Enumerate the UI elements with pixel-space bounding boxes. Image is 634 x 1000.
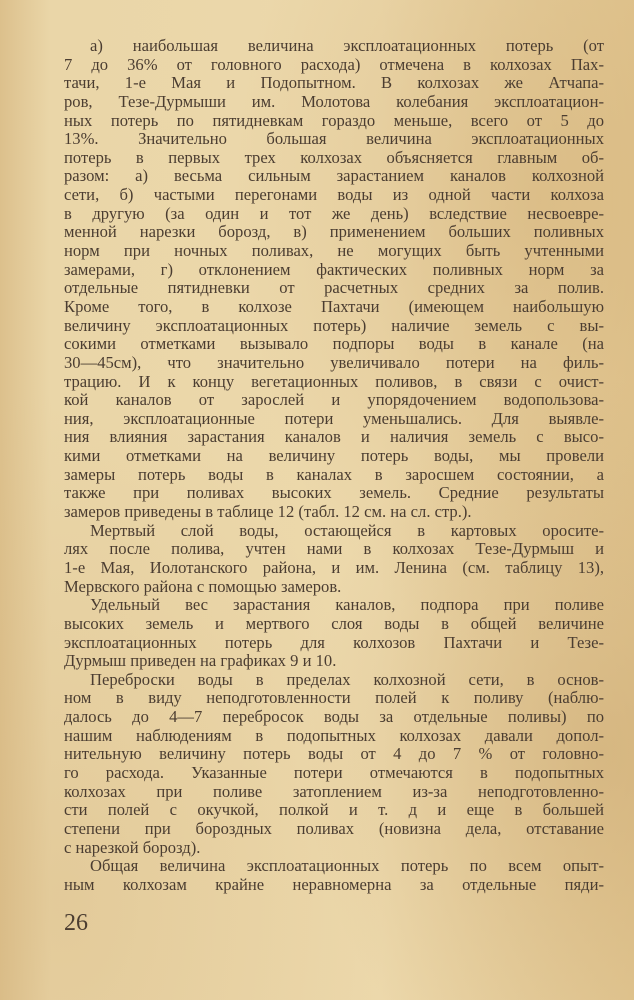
text-line: Общая величина эксплоатационных потерь по всем опыт- [90,856,604,876]
text-line: Мервского района с помощью замеров. [64,576,342,596]
text-line: ния влияния зарастания каналов и наличия земель с высо- [64,427,604,447]
text-line: Переброски воды в пределах колхозной сети, в основ- [90,669,604,689]
paragraph [64,37,604,522]
text-line: сокими отметками вызывало подпоры воды в канале (на [64,334,604,354]
text-line: ния, эксплоатационные потери уменьшались. Для выявле- [64,408,604,428]
text-line: ным колхозам крайне неравномерна за отдельные пяди- [64,874,604,894]
text-line: Дурмыш приведен на графиках 9 и 10. [64,651,337,671]
paragraph [64,671,604,857]
text-line: тачи, 1-е Мая и Подопытном. В колхозах же Атчапа- [64,73,604,93]
text-line: ных потерь по пятидневкам гораздо меньше, всего от 5 до [64,110,604,130]
text-line: ном в виду неподготовленности полей к поливу (наблю- [64,688,604,708]
text-line: степени при бороздных поливах (новизна дела, отставание [64,818,604,838]
text-line: эксплоатационных потерь для колхозов Пахтачи и Тезе- [64,632,604,652]
text-line: кими отметками на величину потерь воды, мы провели [64,446,604,466]
text-line: ров, Тезе-Дурмыши им. Молотова колебания эксплоатацион- [64,91,604,111]
text-line: колхозах при поливе затоплением из-за неподготовленно- [64,781,604,801]
text-line: 1-е Мая, Иолотанского района, и им. Ленина (см. таблицу 13), [64,557,604,577]
text-line: менной нарезки борозд, в) применением больших поливных [64,222,604,242]
text-line: норм при ночных поливах, не могущих быть учтенными [64,241,604,261]
text-line: Удельный вес зарастания каналов, подпора при поливе [90,595,604,615]
text-line: величину эксплоатационных потерь) наличие земель с вы- [64,315,604,335]
paragraph [64,522,604,597]
paragraph [64,857,604,894]
text-line: сети, б) частыми перегонами воды из одной части колхоза [64,185,604,205]
text-line: также при поливах высоких земель. Средние результаты [64,483,604,503]
text-line: в другую (за один и тот же день) вследствие несвоевре- [64,203,604,223]
text-line: потерь в первых трех колхозах объясняется главным об- [64,147,604,167]
text-line: разом: а) весьма сильным зарастанием каналов колхозной [64,166,604,186]
text-line: сти полей с окучкой, полкой и т. д и еще в большей [64,800,604,820]
text-line: с нарезкой борозд). [64,837,201,857]
text-line: 7 до 36% от головного расхода) отмечена в колхозах Пах- [64,54,604,74]
text-line: замеров приведены в таблице 12 (табл. 12 см. на сл. стр.). [64,502,472,522]
text-line: высоких земель и мертвого слоя воды в общей величине [64,613,604,633]
page-number: 26 [64,910,88,936]
text-line: го расхода. Указанные потери отмечаются в подопытных [64,762,604,782]
text-line: 30—45см), что значительно увеличивало потери на филь- [64,352,604,372]
text-line: 13%. Значительно большая величина эксплоатационных [64,129,604,149]
text-line: замеры потерь воды в каналах в заросшем состоянии, а [64,464,604,484]
text-line: кой каналов от зарослей и упорядочением водопользова- [64,390,604,410]
text-line: замерами, г) отклонением фактических поливных норм за [64,259,604,279]
text-line: далось до 4—7 перебросок воды за отдельные поливы) по [64,707,604,727]
text-line: Мертвый слой воды, остающейся в картовых оросите- [90,520,604,540]
text-line: нашим наблюдениям в подопытных колхозах давали допол- [64,725,604,745]
text-line: нительную величину потерь воды от 4 до 7 % от головно- [64,744,604,764]
paragraph [64,596,604,671]
text-line: отдельные пятидневки от расчетных средних за полив. [64,278,604,298]
text-line: лях после полива, учтен нами в колхозах Тезе-Дурмыш и [64,539,604,559]
text-line: трацию. И к концу вегетационных поливов, в связи с очист- [64,371,604,391]
body-text [64,37,604,894]
text-line: Кроме того, в колхозе Пахтачи (имеющем наибольшую [64,296,604,316]
text-line: а) наибольшая величина эксплоатационных потерь (от [90,36,604,55]
